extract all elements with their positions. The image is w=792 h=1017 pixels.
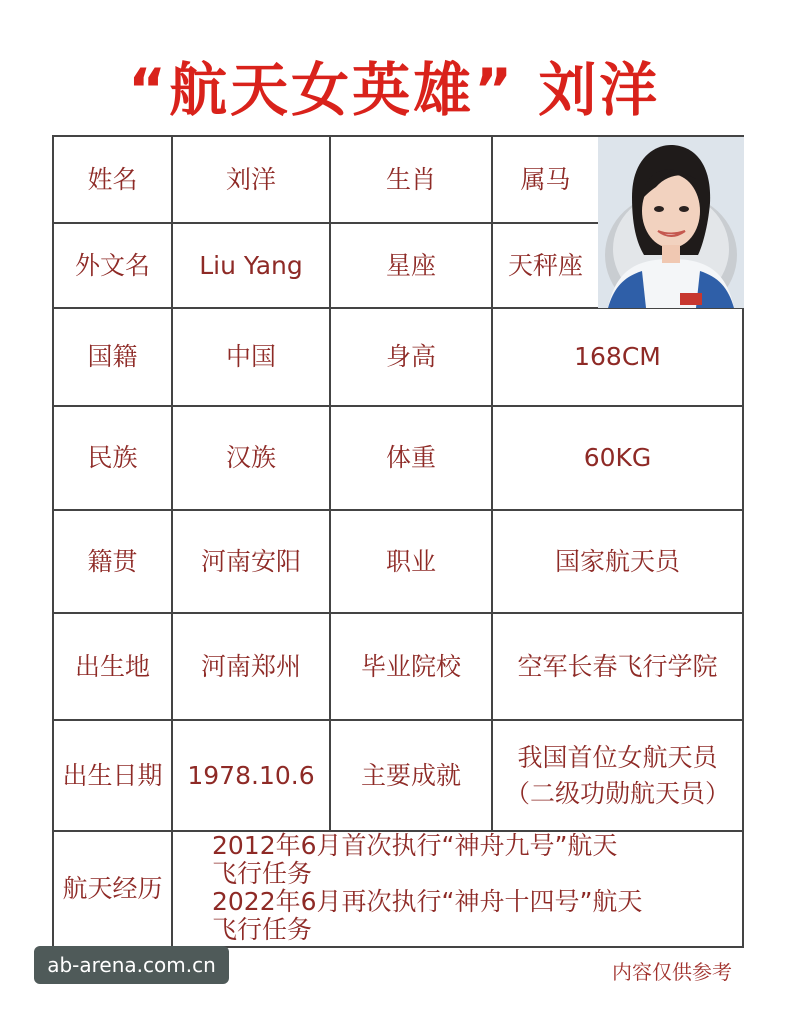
value-experience — [212, 832, 732, 944]
value-zodiac: 属马 — [520, 164, 571, 194]
value-foreign-name: Liu Yang — [199, 250, 303, 280]
value-weight: 60KG — [583, 443, 652, 472]
label-weight: 体重 — [385, 443, 436, 472]
value-occupation: 国家航天员 — [554, 546, 680, 576]
experience-line: 2012年6月首次执行“神舟九号”航天 — [212, 831, 618, 860]
label-birthdate: 出生日期 — [62, 760, 163, 790]
label-name: 姓名 — [87, 164, 138, 194]
watermark-badge: ab-arena.com.cn — [34, 946, 229, 984]
achievement-line: 我国首位女航天员 — [517, 742, 718, 772]
page-title: “航天女英雄” 刘洋 — [128, 56, 661, 124]
value-ethnicity: 汉族 — [225, 443, 276, 472]
label-birthplace: 出生地 — [74, 651, 150, 681]
label-height: 身高 — [385, 342, 436, 371]
label-experience: 航天经历 — [62, 874, 163, 903]
value-birthplace: 河南郑州 — [200, 651, 301, 681]
experience-line: 2022年6月再次执行“神舟十四号”航天 — [212, 887, 643, 916]
label-hometown: 籍贯 — [87, 546, 138, 576]
value-height: 168CM — [574, 342, 661, 371]
label-achievements: 主要成就 — [360, 760, 461, 790]
label-foreign-name: 外文名 — [74, 250, 150, 280]
label-constellation: 星座 — [385, 250, 436, 280]
label-zodiac: 生肖 — [385, 164, 436, 194]
value-nationality: 中国 — [225, 342, 276, 371]
value-name: 刘洋 — [225, 164, 276, 194]
experience-line: 飞行任务 — [212, 915, 313, 944]
value-hometown: 河南安阳 — [200, 546, 301, 576]
disclaimer-note: 内容仅供参考 — [612, 960, 732, 984]
value-birthdate: 1978.10.6 — [187, 760, 315, 790]
achievement-line: （二级功勋航天员） — [504, 778, 730, 808]
value-school: 空军长春飞行学院 — [517, 651, 718, 681]
label-nationality: 国籍 — [87, 342, 138, 371]
astronaut-portrait-image — [598, 137, 744, 308]
label-ethnicity: 民族 — [87, 443, 138, 472]
label-occupation: 职业 — [385, 546, 436, 576]
experience-line: 飞行任务 — [212, 859, 313, 888]
value-achievements — [493, 721, 742, 830]
label-school: 毕业院校 — [360, 651, 461, 681]
value-constellation: 天秤座 — [507, 250, 583, 280]
portrait-illustration — [598, 137, 744, 308]
